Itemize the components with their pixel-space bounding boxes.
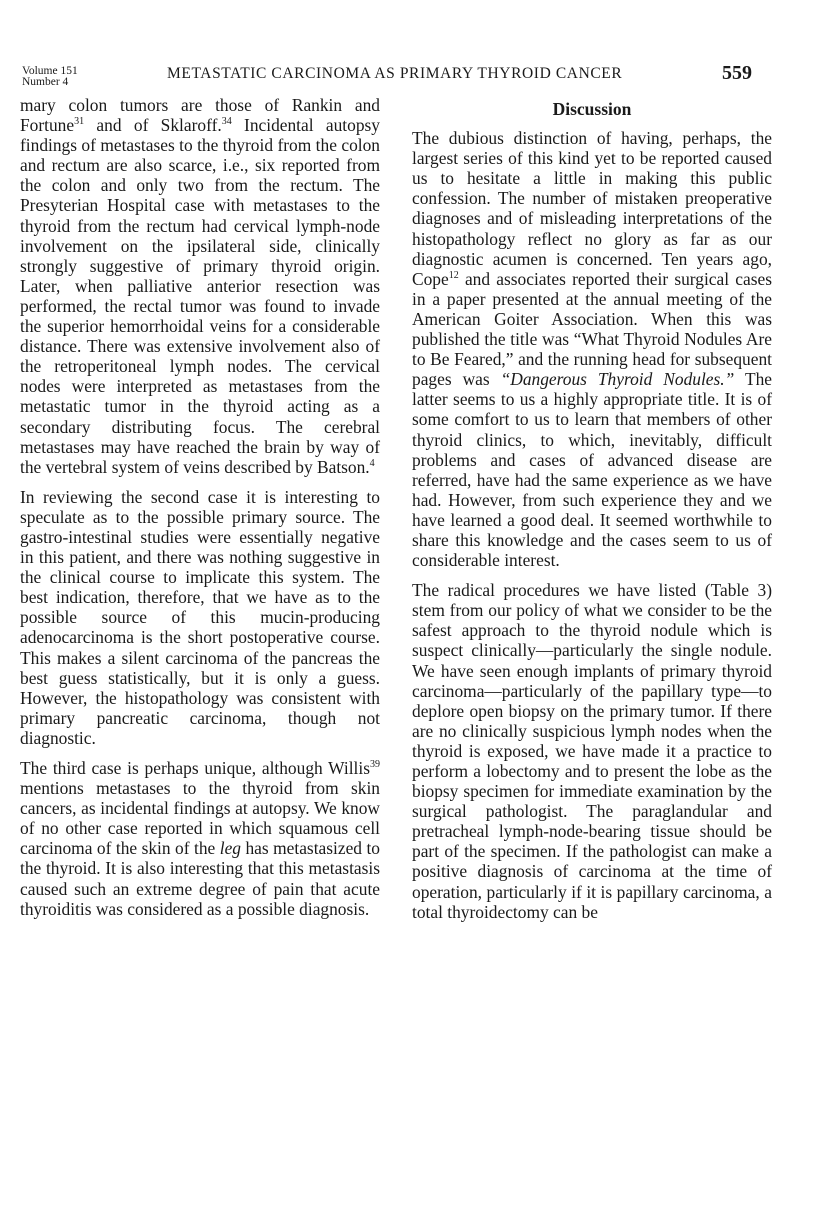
paragraph-text: mary colon tumors are those of Rankin and Fortune [20,95,380,136]
reference-mark: 34 [221,116,232,128]
paragraph-text: The dubious distinction of having, perhaps, the largest series of this kind yet to be reported caused us to hesitate a little in making this public confession. The number of mistaken preoperative diagnoses and of misleading interpretations of the histopathology reflect no glory as far as our diagnostic acumen is concerned. Ten years ago, Cope [412,128,772,289]
section-heading: Discussion [552,99,632,119]
reference-mark: 4 [369,457,375,469]
paragraph-text: The third case is perhaps unique, although Willis [20,758,370,778]
paragraph-text: and associates reported their surgical cases in a paper presented at the annual meeting of the American Goiter Association. When this was published the title was “What Thyroid Nodules Are to Be Feared,” and the running head for subsequent pages was [412,268,772,390]
emphasis: leg [219,838,241,859]
paragraph-text: Incidental autopsy findings of metastases to the thyroid from the colon and rectum are also scarce, i.e., six reported from the colon and only two from the rectum. The Presyterian Hospital case with metastases to the thyroid from the rectum had cervical lymph-node involvement on the ipsilateral side, clinically strongly suggestive of primary thyroid origin. Later, when palliative anterior resection was performed, the rectal tumor was found to invade the superior hemorrhoidal veins for a considerable distance. There was extensive involvement also of the retroperitoneal lymph nodes. The cervical nodes were interpreted as metastases from the metastatic tumor in the thyroid acting as a secondary distributing focus. The cerebral metastases may have reached the brain by way of the vertebral system of veins described by Batson. [20,115,380,477]
volume-line: Volume 151 [22,65,78,77]
running-title: METASTATIC CARCINOMA AS PRIMARY THYROID CANCER [167,65,623,82]
reference-mark: 39 [370,759,380,771]
left-column [20,95,380,929]
issue-line: Number 4 [22,76,69,88]
reference-mark: 12 [448,269,459,281]
paragraph-text: has metastasized to the thyroid. It is also interesting that this metastasis caused such an extreme degree of pain that acute thyroiditis was considered as a possible diagnosis. [20,838,380,919]
paragraph [412,128,772,570]
emphasis: “Dangerous Thyroid Nodules.” [500,369,735,390]
paragraph [20,758,380,919]
reference-mark: 31 [74,116,85,128]
right-column [412,95,772,932]
volume-info [22,66,78,88]
paragraph-text: The latter seems to us a highly appropriate title. It is of some comfort to us to learn that members of other thyroid clinics, to which, inevitably, difficult problems and cases of advanced disease are referred, have had the same experience as we have had. However, from such experience they and we have learned a good deal. It seemed worthwhile to share this knowledge and the cases seem to us of considerable interest. [412,369,773,571]
page-number: 559 [722,62,752,84]
paragraph-text: mentions metastases to the thyroid from skin cancers, as incidental findings at autopsy. We know of no other case reported in which squamous cell carcinoma of the skin of the [20,778,380,859]
paragraph [20,95,380,477]
paragraph-text: and of Sklaroff. [84,115,222,136]
paragraph: The radical procedures we have listed (Table 3) stem from our policy of what we consider to be the safest approach to the thyroid nodule which is suspect clinically—particularly the single nodule. We have seen enough implants of primary thyroid carcinoma—particularly of the papillary type—to deplore open biopsy on the primary tumor. If there are no clinically suspicious lymph nodes when the thyroid is exposed, we have made it a practice to perform a lobectomy and to present the lobe as the biopsy specimen for immediate examination by the surgical pathologist. The paraglandular and pretracheal lymph-node-bearing tissue should be part of the specimen. If the pathologist can make a positive diagnosis of carcinoma at the time of operation, particularly if it is papillary carcinoma, a total thyroidectomy can be [412,580,772,922]
paragraph: In reviewing the second case it is interesting to speculate as to the possible primary source. The gastro-intestinal studies were essentially negative in this patient, and there was nothing suggestive in the clinical course to implicate this system. The best indication, therefore, that we have as to the possible source of this mucin-producing adenocarcinoma is the short postoperative course. This makes a silent carcinoma of the pancreas the best guess statistically, but it is only a guess. However, the histopathology was consistent with primary pancreatic carcinoma, though not diagnostic. [20,486,380,748]
